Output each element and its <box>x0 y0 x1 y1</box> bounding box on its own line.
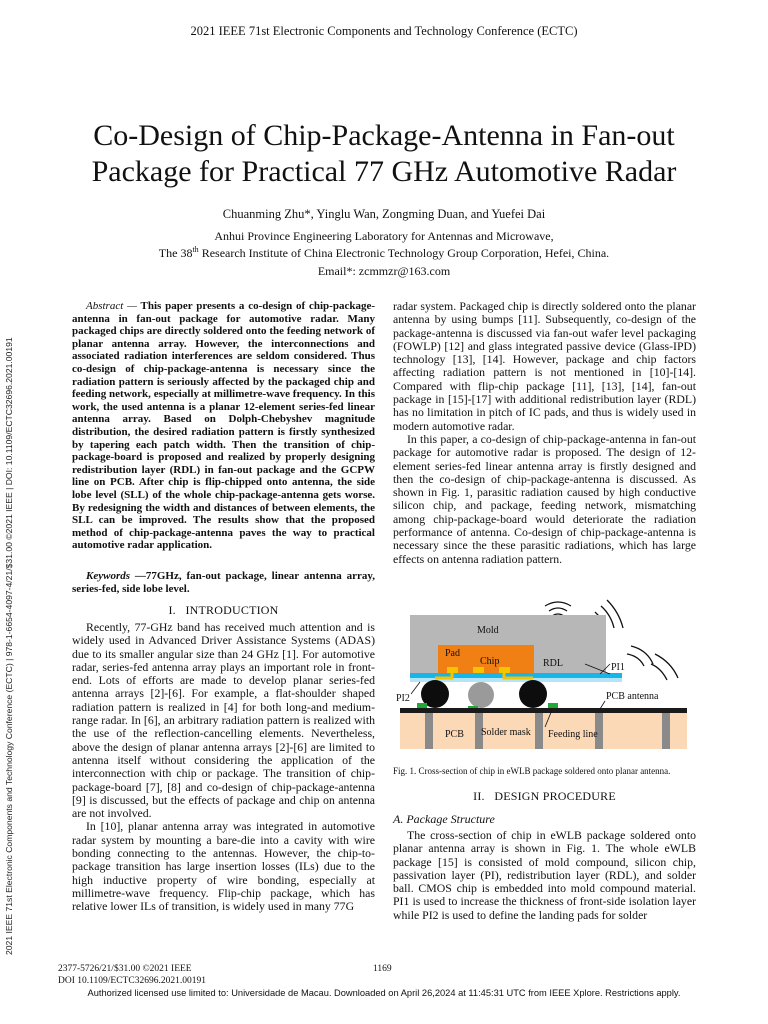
pcb-substrate <box>400 713 687 749</box>
paragraph: In [10], planar antenna array was integrated in automotive radar system by mounting a bare-die into a cavity with wire bonding connecting to the antennas. However, the chip-to-package transition has large insertion losses (ILs) due to the high inductive property of wire bonding, especially at millimetre-wave frequency. Flip-chip package, which has relative lower ILs of transition, is widely used in many 77G <box>72 819 375 914</box>
pcb-via <box>662 713 670 749</box>
keywords-text: —77GHz, fan-out package, linear antenna array, series-fed, side lobe level. <box>72 570 375 595</box>
label-pi1: PI1 <box>611 662 625 673</box>
introduction-body <box>72 621 375 914</box>
pcb-antenna-metal <box>400 708 687 713</box>
paragraph: The cross-section of chip in eWLB package soldered onto planar antenna array is shown in Fig. 1. The whole eWLB package [15] is consisted of mold compound, silicon chip, passivation layer (PI), redistribution layer (RDL), and solder ball. CMOS chip is embedded into mold compound material. PI1 is used to increase the thickness of front-side isolation layer while PI2 is used to define the landing pads for solder <box>393 828 696 922</box>
label-pad: Pad <box>445 648 460 659</box>
keywords-lead: Keywords <box>86 570 130 582</box>
abstract-text: This paper presents a co-design of chip-package-antenna in fan-out package for automotive radar. Many packaged chips are directly soldered onto the feeding network of planar antenna array. However, the interconnections and associated radiation interferences are seldom considered. Thus co-design of chip-package-antenna is necessary since the radiation pattern is seriously affected by the packaged chip and feeding network, especially at millimetre-wave frequency. In this work, the used antenna is a planar 12-element series-fed linear antenna array. Based on Dolph-Chebyshev magnitude distribution, the desired radiation pattern is firstly synthesized by tapering each patch width. Then the transition of chip-package-board is proposed and realized by properly designing redistribution layer (RDL) in fan-out package and the GCPW line on PCB. After chip is flip-chipped onto antenna, the side lobe level (SLL) of the whole chip-package-antenna gets worse. By redesigning the width and distances of between elements, the SLL can be improved. The results show that the proposed method of chip-package-antenna paves the way to practical automotive radar application. <box>72 300 376 552</box>
license-notice: Authorized licensed use limited to: Universidade de Macau. Downloaded on April 26,2024 at 11:45:31 UTC from IEEE Xplore. Restrictions apply. <box>87 988 681 998</box>
section-title: DESIGN PROCEDURE <box>494 789 616 803</box>
section-heading-design <box>393 789 696 804</box>
title-line-2: Package for Practical 77 GHz Automotive Radar <box>91 155 677 188</box>
affiliation-superscript: th <box>192 245 199 254</box>
side-identifier: 2021 IEEE 71st Electronic Components and Technology Conference (ECTC) | 978-1-6654-4097-4/21/$31.00 ©2021 IEEE | DOI: 10.1109/ECTC32696.2021.00191 <box>4 337 14 955</box>
author-email: Email*: zcmmzr@163.com <box>317 264 451 278</box>
solder-ball <box>468 682 494 708</box>
chip-pad <box>473 667 484 673</box>
label-mold: Mold <box>477 625 499 636</box>
section-title: INTRODUCTION <box>185 603 279 617</box>
figure-caption: Fig. 1. Cross-section of chip in eWLB package soldered onto planar antenna. <box>393 766 671 776</box>
figure-1 <box>395 594 700 754</box>
footer-issn: 2377-5726/21/$31.00 ©2021 IEEE <box>58 964 192 974</box>
affiliation-line-2 <box>0 246 768 261</box>
conference-header: 2021 IEEE 71st Electronic Components and Technology Conference (ECTC) <box>190 24 578 38</box>
keywords <box>72 570 375 595</box>
section-numeral: II. <box>473 789 485 803</box>
affiliation-rest: Research Institute of China Electronic Technology Group Corporation, Hefei, China. <box>198 246 610 260</box>
right-column-top <box>393 300 696 566</box>
paper-title <box>60 118 708 190</box>
paragraph: Recently, 77-GHz band has received much attention and is widely used in Advanced Driver Assistance Systems (ADAS) due to its smaller angular size than 24 GHz [1]. For automotive radar, series-fed antenna array plays an important role in front-end. Lots of efforts are made to develop planar series-fed antenna arrays [2]-[6]. For example, a flat-shoulder shaped radiation pattern is realized in [4] for both long-and medium-range radar. In [6], an arbitrary radiation pattern is realized with the use of the reflection-cancelling elements. Nevertheless, above the design of planar antenna arrays [2]-[6] are limited to antenna itself without considering the application of the interconnection with chip or package. The transition of chip-package-board [7], [8] and co-design of chip-package-antenna [9] is discussed, but the effects of package and chip on antenna are not involved. <box>72 620 375 821</box>
paragraph: In this paper, a co-design of chip-package-antenna in fan-out package for automotive radar is proposed. The design of 12-element series-fed linear antenna array is firstly designed and then the co-design of chip-package-antenna is discussed. As shown in Fig. 1, parasitic radiation caused by high conductive silicon chip, and package, feeding network, mismatching among chip-package-board would deteriorate the radiation performance of antenna. Co-design of chip-package-antenna is necessary since the these parasitic radiations, which has large effects on antenna radiation pattern. <box>393 431 696 566</box>
pcb-via <box>535 713 543 749</box>
cross-section-diagram <box>395 594 700 754</box>
label-pi2: PI2 <box>396 693 410 704</box>
title-line-1: Co-Design of Chip-Package-Antenna in Fan-out <box>93 119 675 152</box>
abstract-lead: Abstract — <box>86 300 137 312</box>
label-chip: Chip <box>480 656 500 667</box>
footer-doi: DOI 10.1109/ECTC32696.2021.00191 <box>58 976 206 986</box>
label-pcb: PCB <box>445 729 464 740</box>
section-heading-introduction <box>72 603 375 618</box>
abstract <box>72 300 375 552</box>
paragraph: radar system. Packaged chip is directly soldered onto the planar antenna by using bumps [11]. Subsequently, co-design of the package-antenna is discussed via fan-out wafer level packaging (FOWLP) [12] and glass integrated passive device (Glass-IPD) technology [13], [14]. However, package and chip factors affecting radiation pattern is not mentioned in [10]-[14]. Compared with flip-chip package [11], [13], [14], fan-out package in [15]-[17] with additional redistribution layer (RDL) has no limitation in pitch of IC pads, and thus is widely used in modern automotive radar. <box>393 299 696 433</box>
affiliation-line-1: Anhui Province Engineering Laboratory for Antennas and Microwave, <box>214 229 554 243</box>
label-pcb-antenna: PCB antenna <box>606 691 659 702</box>
pcb-via <box>425 713 433 749</box>
author-list: Chuanming Zhu*, Yinglu Wan, Zongming Duan, and Yuefei Dai <box>222 207 546 221</box>
label-solder-mask: Solder mask <box>481 727 531 738</box>
label-rdl: RDL <box>543 658 563 669</box>
solder-ball <box>519 680 547 708</box>
chip-pad <box>499 667 510 673</box>
subsection-heading: A. Package Structure <box>393 812 495 826</box>
affiliation-prefix: The 38 <box>158 246 193 260</box>
page-number: 1169 <box>373 964 392 974</box>
section-numeral: I. <box>168 603 176 617</box>
right-column-bottom <box>393 829 696 922</box>
chip-pad <box>447 667 458 673</box>
label-feeding-line: Feeding line <box>548 729 598 740</box>
